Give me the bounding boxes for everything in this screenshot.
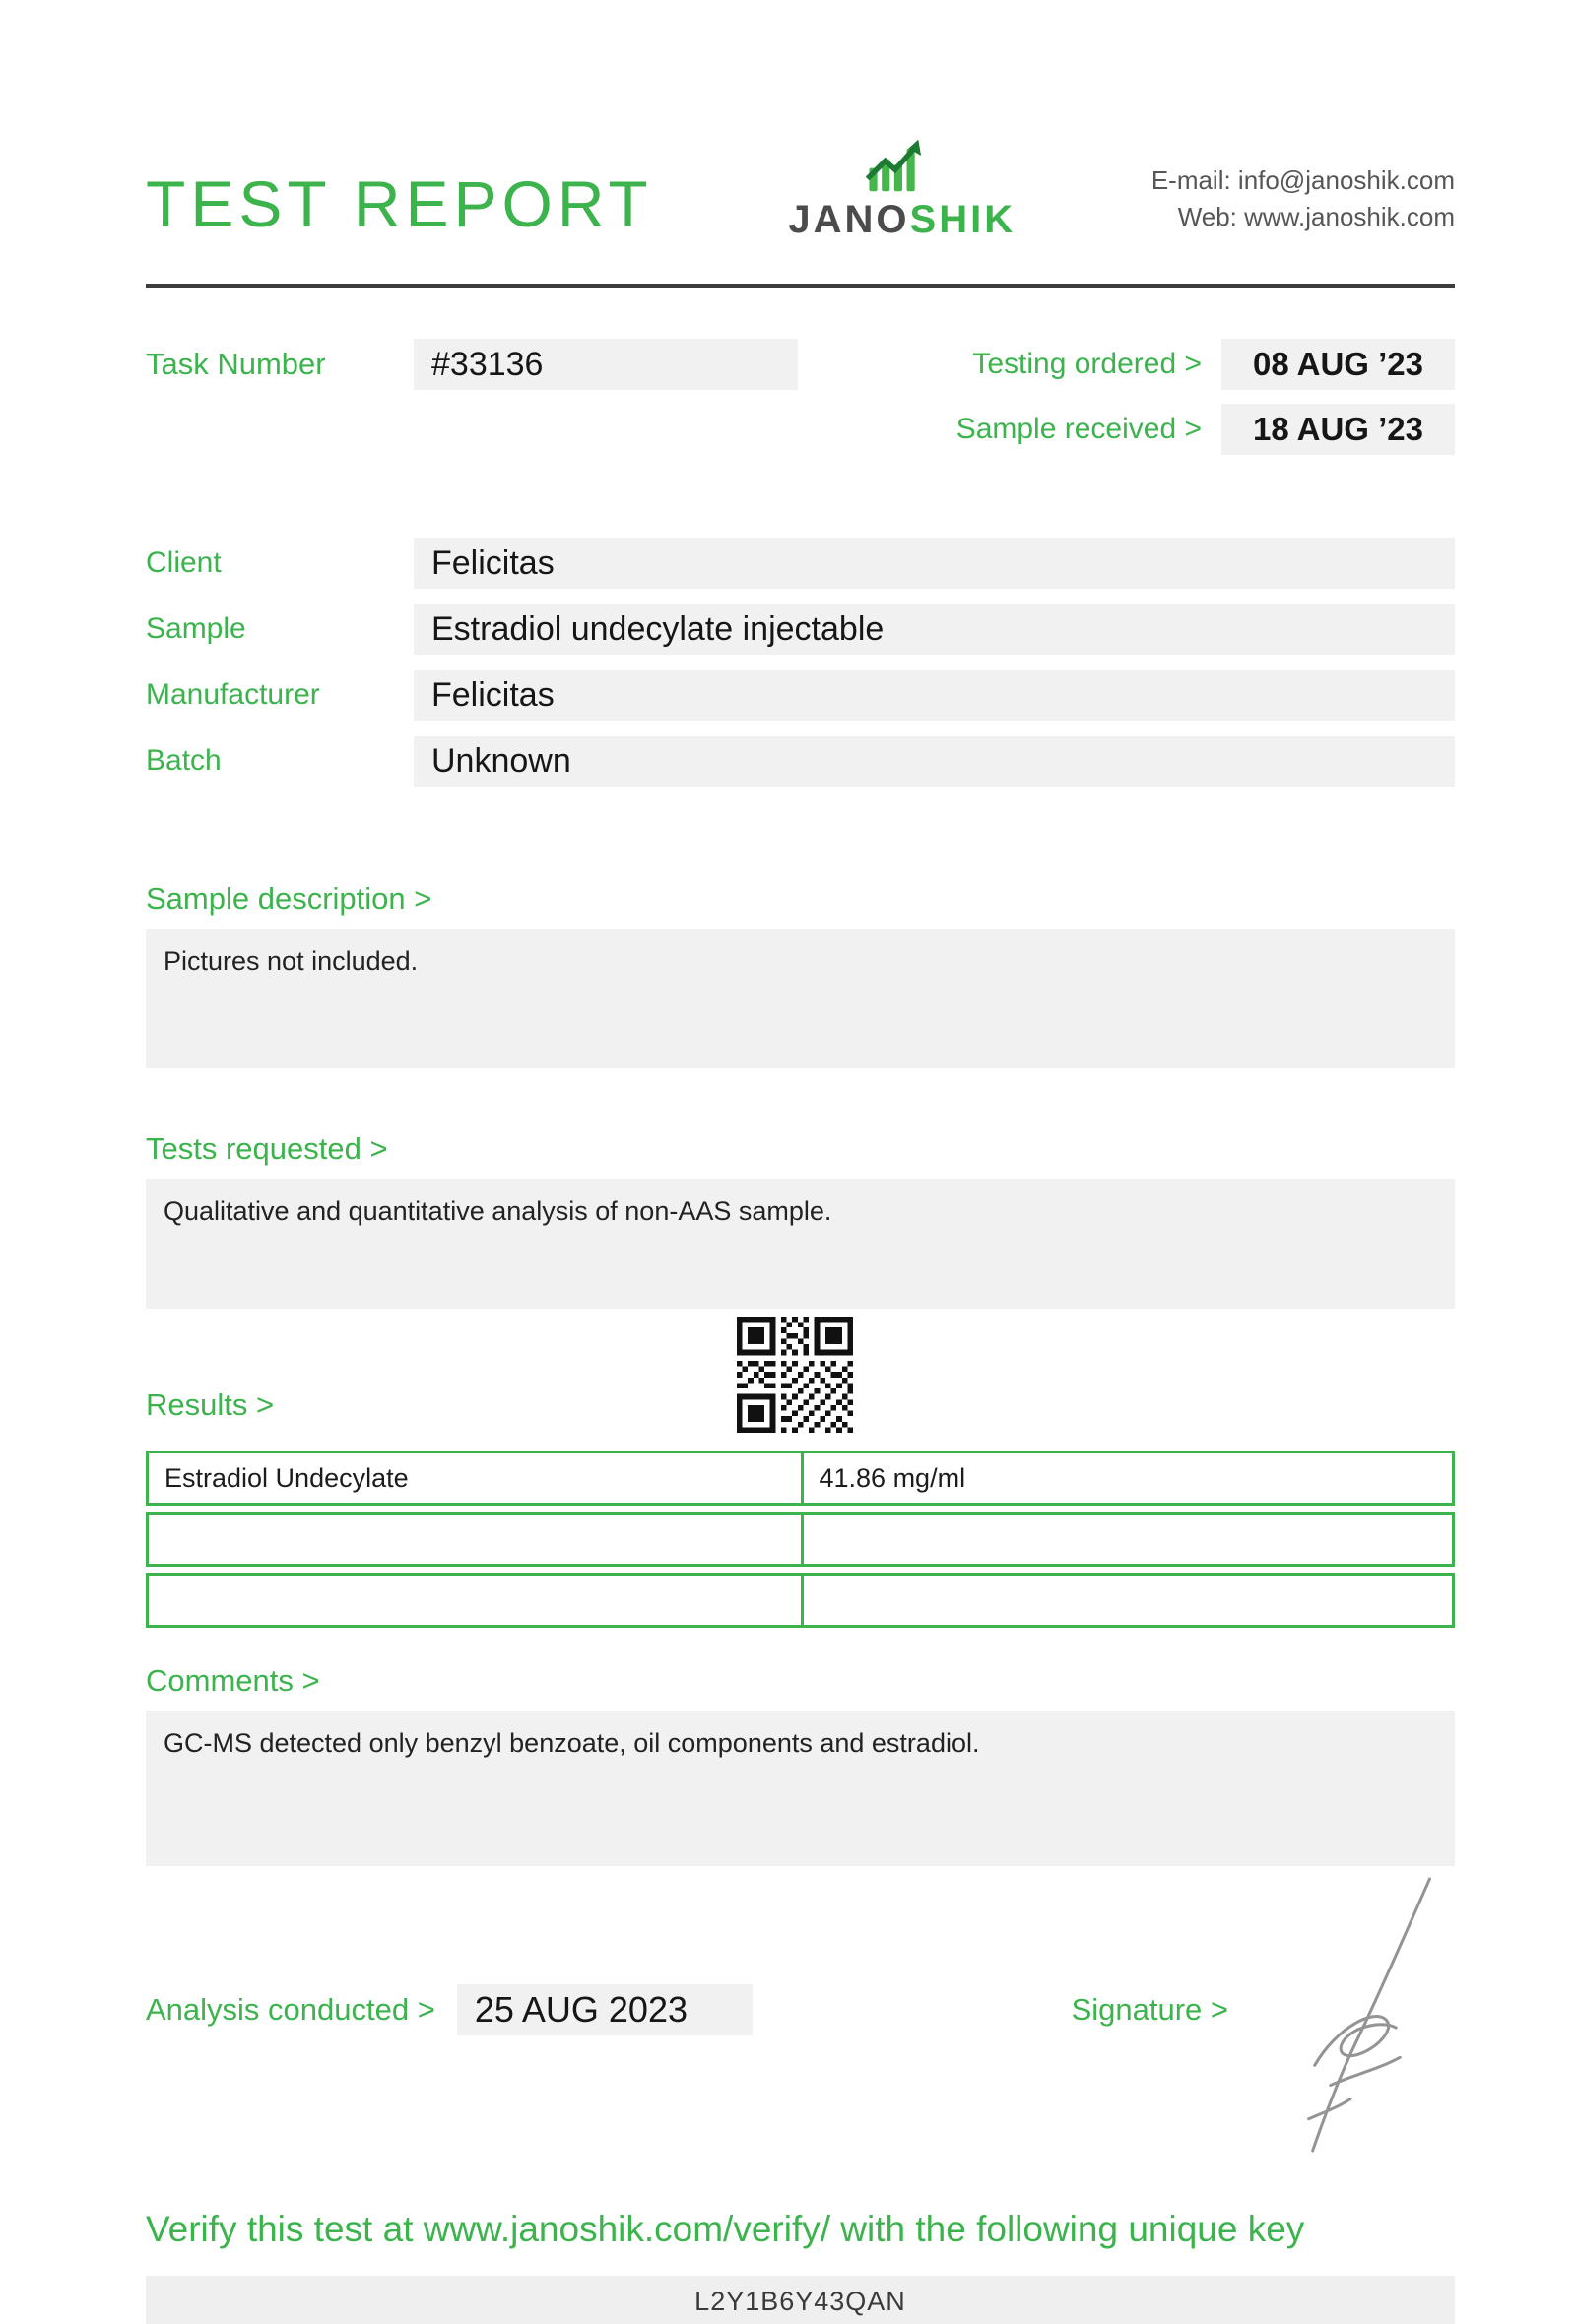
results-table <box>146 1451 1455 1628</box>
analysis-date-value: 25 AUG 2023 <box>457 1984 753 2035</box>
header-divider <box>146 284 1455 288</box>
task-number-label: Task Number <box>146 347 326 381</box>
testing-ordered-row <box>972 339 1455 390</box>
logo-shik-text: SHIK <box>909 198 1017 241</box>
result-substance: Estradiol Undecylate <box>146 1451 801 1506</box>
page-title: TEST REPORT <box>146 166 653 240</box>
client-label: Client <box>146 547 222 579</box>
sample-description-text: Pictures not included. <box>146 929 1455 1068</box>
logo-wordmark <box>788 198 1016 242</box>
tests-requested-heading: Tests requested > <box>146 1131 388 1166</box>
results-header <box>146 1317 1455 1439</box>
results-heading: Results > <box>146 1388 275 1422</box>
sample-received-value: 18 AUG ’23 <box>1221 404 1455 455</box>
batch-value: Unknown <box>414 736 1455 787</box>
client-value: Felicitas <box>414 538 1455 589</box>
contact-web: Web: www.janoshik.com <box>1177 202 1455 232</box>
result-value: 41.86 mg/ml <box>801 1451 1456 1506</box>
info-row-sample <box>146 604 1455 655</box>
tests-requested-text: Qualitative and quantitative analysis of non-AAS sample. <box>146 1179 1455 1309</box>
footer-row <box>146 1984 1455 2035</box>
task-section <box>146 339 1455 455</box>
batch-label: Batch <box>146 744 222 777</box>
qr-code-icon <box>737 1317 853 1433</box>
comments-heading: Comments > <box>146 1663 320 1698</box>
signature-image <box>1279 1871 1448 2159</box>
manufacturer-label: Manufacturer <box>146 678 320 711</box>
analysis-conducted-label: Analysis conducted > <box>146 1992 435 2027</box>
table-row <box>146 1451 1455 1506</box>
contact-email: E-mail: info@janoshik.com <box>1150 164 1455 195</box>
info-row-client <box>146 538 1455 589</box>
sample-received-row <box>956 404 1455 455</box>
contact-info <box>1151 162 1455 236</box>
logo-jano-text: JANO <box>788 198 910 241</box>
logo-chart-icon <box>861 136 944 198</box>
result-value <box>801 1512 1456 1567</box>
verify-key-bar <box>146 2276 1455 2324</box>
sample-received-label: Sample received > <box>955 413 1202 445</box>
signature-label: Signature > <box>1071 1992 1228 2027</box>
result-value <box>801 1573 1456 1628</box>
verify-key: L2Y1B6Y43QAN <box>694 2286 906 2316</box>
table-row <box>146 1512 1455 1567</box>
comments-text: GC-MS detected only benzyl benzoate, oil components and estradiol. <box>146 1711 1455 1866</box>
testing-ordered-label: Testing ordered > <box>972 348 1202 380</box>
janoshik-logo <box>788 136 1016 242</box>
task-number-value: #33136 <box>414 339 798 390</box>
testing-ordered-value: 08 AUG ’23 <box>1221 339 1455 390</box>
sample-info-section <box>146 538 1455 787</box>
result-substance <box>146 1573 801 1628</box>
table-row <box>146 1573 1455 1628</box>
info-row-batch <box>146 736 1455 787</box>
info-row-manufacturer <box>146 670 1455 721</box>
sample-label: Sample <box>146 613 246 645</box>
sample-value: Estradiol undecylate injectable <box>414 604 1455 655</box>
manufacturer-value: Felicitas <box>414 670 1455 721</box>
verify-instruction: Verify this test at www.janoshik.com/verify/ with the following unique key <box>146 2209 1305 2249</box>
sample-description-heading: Sample description > <box>146 881 432 916</box>
header <box>146 0 1455 241</box>
result-substance <box>146 1512 801 1567</box>
order-dates <box>956 339 1455 455</box>
